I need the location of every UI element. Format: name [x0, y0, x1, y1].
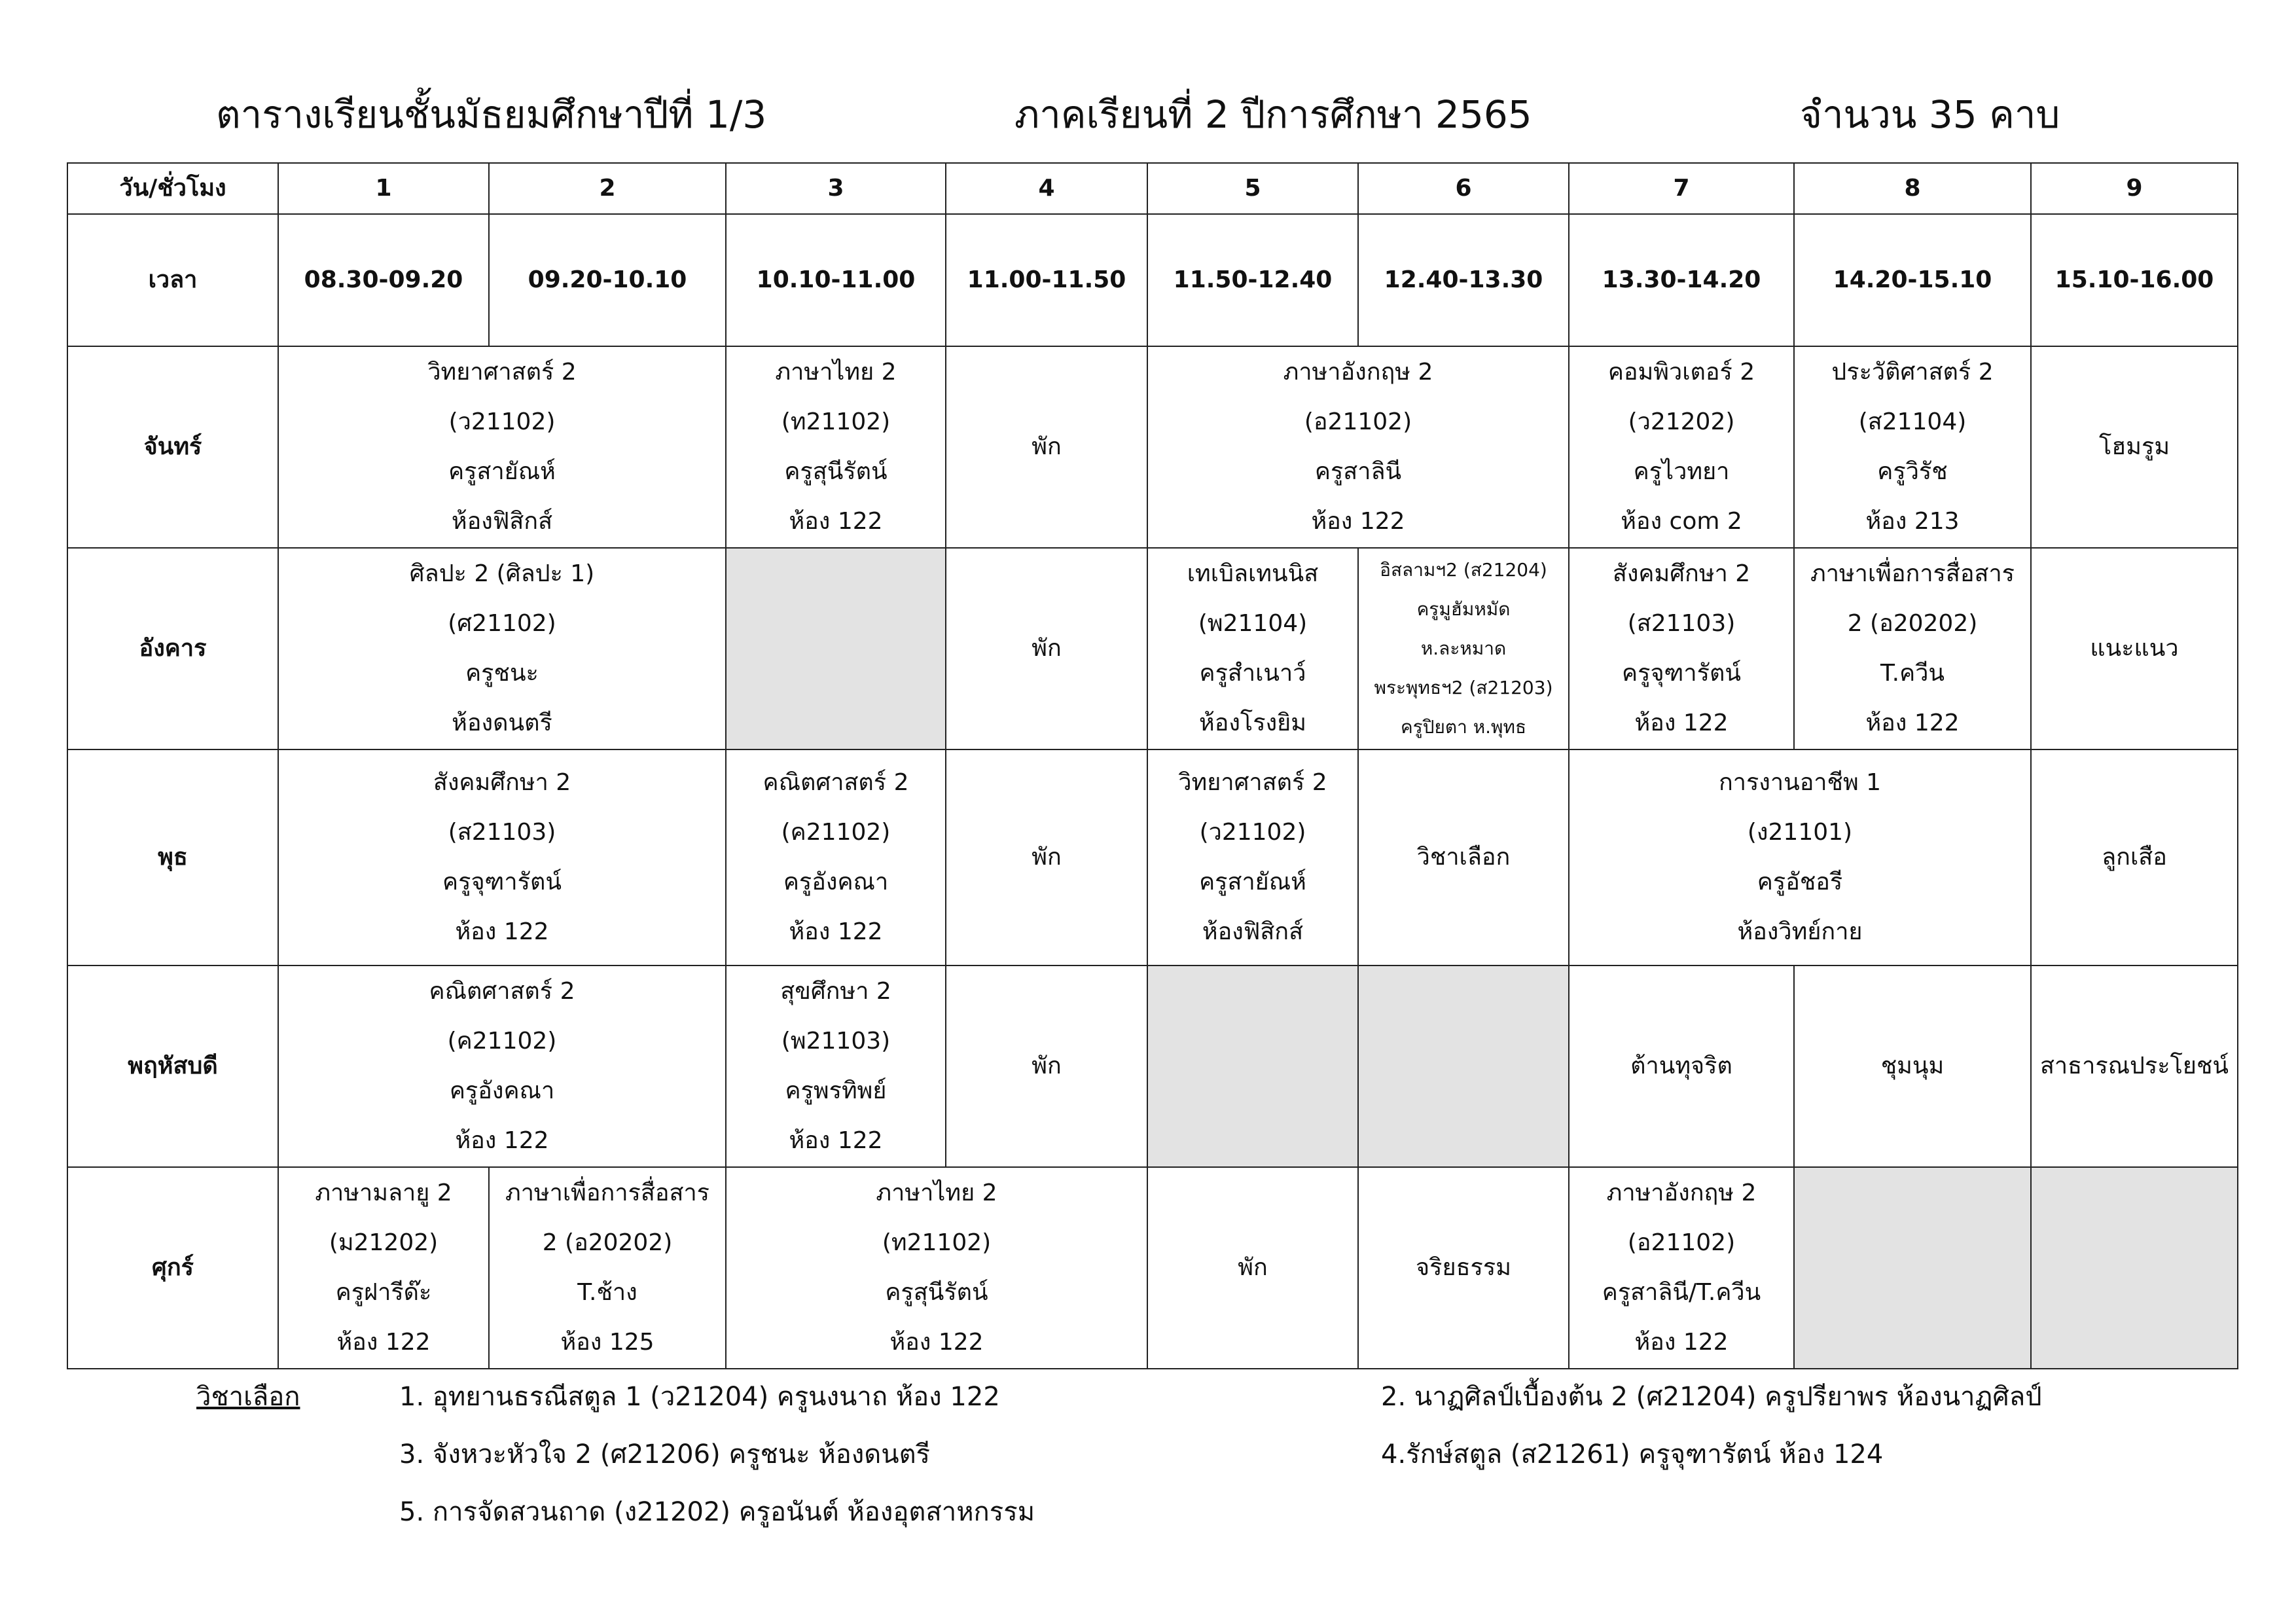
- break-cell: พัก: [1147, 1167, 1358, 1369]
- time-row: [67, 214, 2238, 346]
- class-cell: การงานอาชีพ 1 (ง21101) ครูอัชอรี ห้องวิทย์กาย: [1569, 749, 2031, 965]
- time-slot: 08.30-09.20: [278, 214, 489, 346]
- time-slot: 11.00-11.50: [946, 214, 1147, 346]
- period-header: 4: [946, 163, 1147, 214]
- time-slot: 11.50-12.40: [1147, 214, 1358, 346]
- empty-cell: [1147, 965, 1358, 1167]
- empty-cell: [1794, 1167, 2031, 1369]
- period-header: 1: [278, 163, 489, 214]
- class-cell: ภาษาเพื่อการสื่อสาร 2 (อ20202) T.ควีน ห้อง 122: [1794, 548, 2031, 749]
- class-cell: วิทยาศาสตร์ 2 (ว21102) ครูสายัณห์ ห้องฟิสิกส์: [1147, 749, 1358, 965]
- title-term: ภาคเรียนที่ 2 ปีการศึกษา 2565: [1014, 92, 1532, 137]
- class-cell: ภาษาเพื่อการสื่อสาร 2 (อ20202) T.ช้าง ห้อง 125: [489, 1167, 726, 1369]
- time-label: เวลา: [67, 214, 278, 346]
- period-header: 8: [1794, 163, 2031, 214]
- activity-cell: แนะแนว: [2031, 548, 2238, 749]
- time-slot: 14.20-15.10: [1794, 214, 2031, 346]
- break-cell: พัก: [946, 346, 1147, 548]
- time-slot: 10.10-11.00: [726, 214, 946, 346]
- elective-item: 2. นาฏศิลป์เบื้องต้น 2 (ศ21204) ครูปรียาพร ห้องนาฏศิลป์: [1381, 1382, 2042, 1412]
- empty-cell: [1358, 965, 1569, 1167]
- elective-cell: วิชาเลือก: [1358, 749, 1569, 965]
- class-cell: คณิตศาสตร์ 2 (ค21102) ครูอังคณา ห้อง 122: [726, 749, 946, 965]
- activity-cell: ชุมนุม: [1794, 965, 2031, 1167]
- elective-item: 1. อุทยานธรณีสตูล 1 (ว21204) ครูนงนาถ ห้อง 122: [399, 1382, 1000, 1412]
- title-class: ตารางเรียนชั้นมัธยมศึกษาปีที่ 1/3: [216, 92, 767, 137]
- day-label: อังคาร: [67, 548, 278, 749]
- elective-item: 5. การจัดสวนถาด (ง21202) ครูอนันต์ ห้องอุตสาหกรรม: [399, 1497, 1035, 1527]
- break-cell: พัก: [946, 749, 1147, 965]
- title-period-count: จำนวน 35 คาบ: [1800, 92, 2060, 137]
- empty-cell: [2031, 1167, 2238, 1369]
- elective-item: 3. จังหวะหัวใจ 2 (ศ21206) ครูชนะ ห้องดนตรี: [399, 1439, 931, 1470]
- class-cell: ภาษาอังกฤษ 2 (อ21102) ครูสาลินี ห้อง 122: [1147, 346, 1569, 548]
- class-cell: ศิลปะ 2 (ศิลปะ 1) (ศ21102) ครูชนะ ห้องดนตรี: [278, 548, 726, 749]
- class-cell: ภาษามลายู 2 (ม21202) ครูฝารีด๊ะ ห้อง 122: [278, 1167, 489, 1369]
- corner-header: วัน/ชั่วโมง: [67, 163, 278, 214]
- time-slot: 15.10-16.00: [2031, 214, 2238, 346]
- class-cell: ประวัติศาสตร์ 2 (ส21104) ครูวิรัช ห้อง 213: [1794, 346, 2031, 548]
- class-cell: ภาษาไทย 2 (ท21102) ครูสุนีรัตน์ ห้อง 122: [726, 346, 946, 548]
- time-slot: 12.40-13.30: [1358, 214, 1569, 346]
- class-cell: สุขศึกษา 2 (พ21103) ครูพรทิพย์ ห้อง 122: [726, 965, 946, 1167]
- class-cell: ภาษาไทย 2 (ท21102) ครูสุนีรัตน์ ห้อง 122: [726, 1167, 1147, 1369]
- day-row-tuesday: [67, 548, 2238, 749]
- period-header: 5: [1147, 163, 1358, 214]
- activity-cell: โฮมรูม: [2031, 346, 2238, 548]
- class-cell: อิสลามฯ2 (ส21204) ครูมูฮัมหมัด ห.ละหมาด พระพุทธฯ2 (ส21203) ครูปิยตา ห.พุทธ: [1358, 548, 1569, 749]
- break-cell: พัก: [946, 965, 1147, 1167]
- break-cell: พัก: [946, 548, 1147, 749]
- day-row-wednesday: [67, 749, 2238, 965]
- activity-cell: สาธารณประโยชน์: [2031, 965, 2238, 1167]
- class-cell: ภาษาอังกฤษ 2 (อ21102) ครูสาลินี/T.ควีน ห้อง 122: [1569, 1167, 1794, 1369]
- electives-label: วิชาเลือก: [196, 1382, 300, 1412]
- timetable: [67, 162, 2238, 1369]
- period-header: 3: [726, 163, 946, 214]
- day-row-monday: [67, 346, 2238, 548]
- elective-item: 4.รักษ์สตูล (ส21261) ครูจุฑารัตน์ ห้อง 124: [1381, 1439, 1884, 1470]
- day-label: พฤหัสบดี: [67, 965, 278, 1167]
- class-cell: คอมพิวเตอร์ 2 (ว21202) ครูไวทยา ห้อง com 2: [1569, 346, 1794, 548]
- period-header: 2: [489, 163, 726, 214]
- day-row-friday: [67, 1167, 2238, 1369]
- activity-cell: ลูกเสือ: [2031, 749, 2238, 965]
- activity-cell: ต้านทุจริต: [1569, 965, 1794, 1167]
- day-row-thursday: [67, 965, 2238, 1167]
- time-slot: 09.20-10.10: [489, 214, 726, 346]
- day-label: พุธ: [67, 749, 278, 965]
- header-row: [67, 163, 2238, 214]
- page-title: [216, 75, 2179, 154]
- activity-cell: จริยธรรม: [1358, 1167, 1569, 1369]
- period-header: 7: [1569, 163, 1794, 214]
- period-header: 9: [2031, 163, 2238, 214]
- empty-cell: [726, 548, 946, 749]
- class-cell: เทเบิลเทนนิส (พ21104) ครูสำเนาว์ ห้องโรงยิม: [1147, 548, 1358, 749]
- period-header: 6: [1358, 163, 1569, 214]
- day-label: จันทร์: [67, 346, 278, 548]
- time-slot: 13.30-14.20: [1569, 214, 1794, 346]
- class-cell: สังคมศึกษา 2 (ส21103) ครูจุฑารัตน์ ห้อง 122: [1569, 548, 1794, 749]
- class-cell: วิทยาศาสตร์ 2 (ว21102) ครูสายัณห์ ห้องฟิสิกส์: [278, 346, 726, 548]
- class-cell: สังคมศึกษา 2 (ส21103) ครูจุฑารัตน์ ห้อง 122: [278, 749, 726, 965]
- day-label: ศุกร์: [67, 1167, 278, 1369]
- class-cell: คณิตศาสตร์ 2 (ค21102) ครูอังคณา ห้อง 122: [278, 965, 726, 1167]
